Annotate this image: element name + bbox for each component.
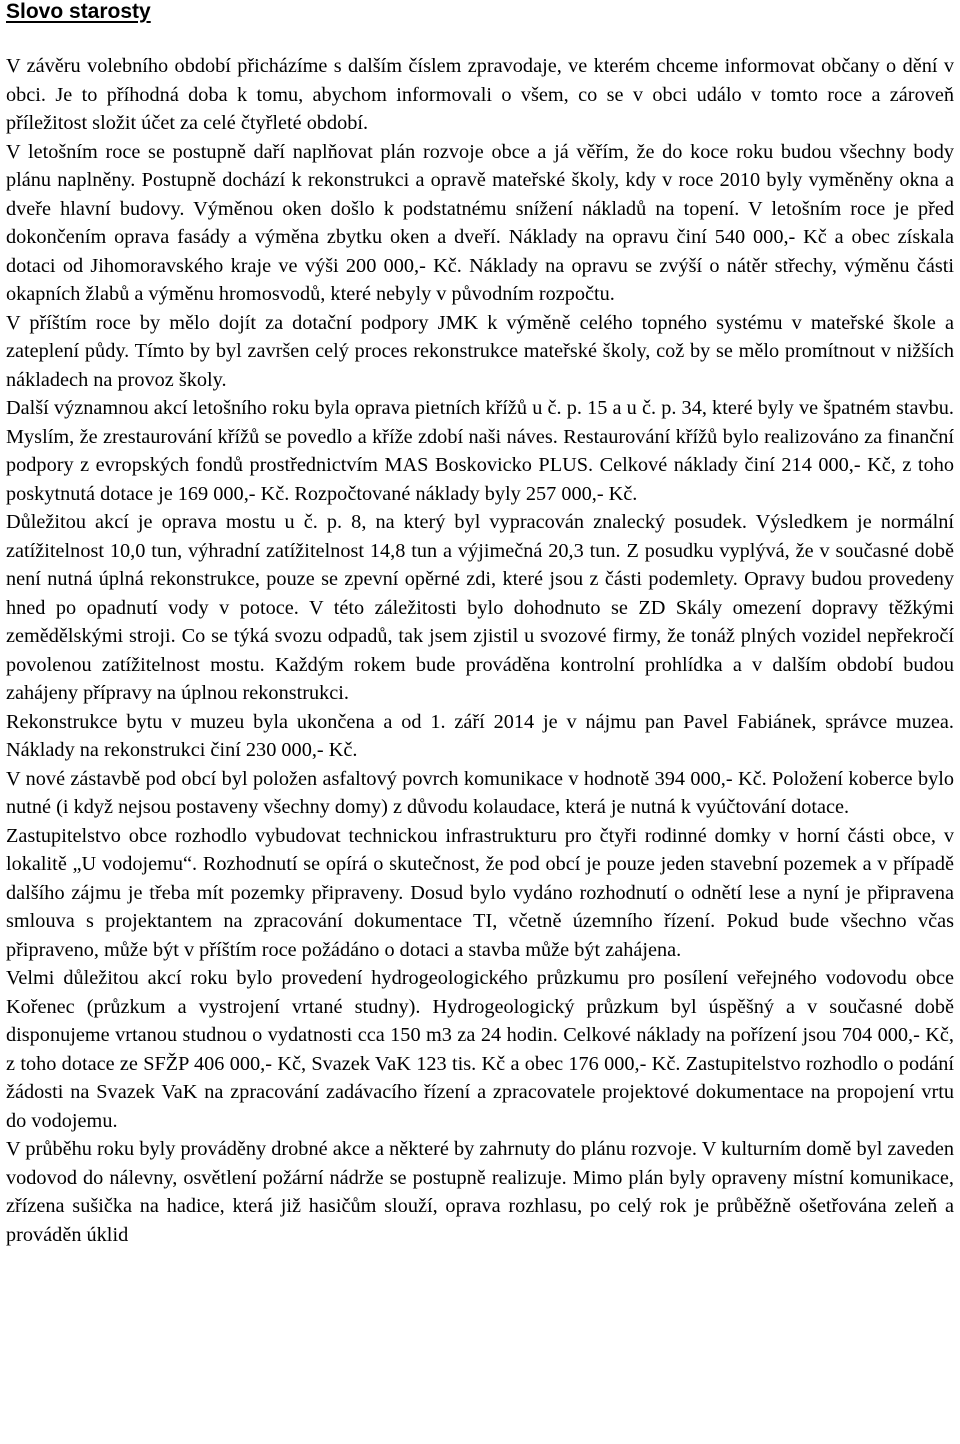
paragraph-museum-flat: Rekonstrukce bytu v muzeu byla ukončena a od 1. září 2014 je v nájmu pan Pavel Fabiánek, správce muzea. Náklady na rekonstrukci činí 230 000,- Kč. xyxy=(6,710,954,761)
paragraph-hydrogeology: Velmi důležitou akcí roku bylo provedení hydrogeologického průzkumu pro posílení veřejného vodovodu obce Kořenec (průzkum a vystrojení vrtané studny). Hydrogeologický průzkum byl úspěšný a v současné době disponujeme vrtanou studnou o vydatnosti cca 150 m3 za 24 hodin. Celkové náklady na pořízení jsou 704 000,- Kč, z toho dotace ze SFŽP 406 000,- Kč, Svazek VaK 123 tis. Kč a obec 176 000,- Kč. Zastupitelstvo rozhodlo o podání žádosti na Svazek VaK na zpracování zadávacího řízení a zpracovatele projektové dokumentace na propojení vrtu do vodojemu. xyxy=(6,967,954,1132)
paragraph-crosses-restoration: Další významnou akcí letošního roku byla oprava pietních křížů u č. p. 15 a u č. p. 34, které byly ve špatném stavbu. Myslím, že zrestaurování křížů se povedlo a kříže zdobí naši náves. Restaurování křížů bylo realizováno za finanční podpory z evropských fondů prostřednictvím MAS Boskovicko PLUS. Celkové náklady činí 214 000,- Kč, z toho poskytnutá dotace je 169 000,- Kč. Rozpočtované náklady byly 257 000,- Kč. xyxy=(6,397,954,505)
paragraph-intro: V závěru volebního období přicházíme s dalším číslem zpravodaje, ve kterém chceme informovat občany o dění v obci. Je to příhodná doba k tomu, abychom informovali o všem, co se v obci událo v tomto roce a zároveň příležitost složit účet za celé čtyřleté období. xyxy=(6,55,954,134)
paragraph-heating-system: V příštím roce by mělo dojít za dotační podpory JMK k výměně celého topného systému v mateřské škole a zateplení půdy. Tímto by byl završen celý proces rekonstrukce mateřské školy, což by se mělo promítnout v nižších nákladech na provoz školy. xyxy=(6,311,954,391)
paragraph-infrastructure: Zastupitelstvo obce rozhodlo vybudovat technickou infrastrukturu pro čtyři rodinné domky v horní části obce, v lokalitě „U vodojemu“. Rozhodnutí se opírá o skutečnost, že pod obcí je pouze jeden stavební pozemek a v případě dalšího zájmu je třeba mít pozemky připraveny. Dosud bylo vydáno rozhodnutí o odnětí lese a nyní je připravena smlouva s projektantem na zpracování dokumentace TI, včetně územního řízení. Pokud bude všechno včas připraveno, může být v příštím roce požádáno o dotaci a stavba může být zahájena. xyxy=(6,824,954,961)
paragraph-kindergarten: V letošním roce se postupně daří naplňovat plán rozvoje obce a já věřím, že do koce roku budou všechny body plánu naplněny. Postupně dochází k rekonstrukci a opravě mateřské školy, kdy v roce 2010 byly vyměněny okna a dveře hlavní budovy. Výměnou oken došlo k podstatnému snížení nákladů na topení. V letošním roce je před dokončením oprava fasády a výměna zbytku oken a dveří. Náklady na opravu činí 540 000,- Kč a obec získala dotaci od Jihomoravského kraje ve výši 200 000,- Kč. Náklady na opravu se zvýší o nátěr střechy, výměnu části okapních žlabů a výměnu hromosvodů, které nebyly v původním rozpočtu. xyxy=(6,140,954,305)
paragraph-minor-works: V průběhu roku byly prováděny drobné akce a některé by zahrnuty do plánu rozvoje. V kulturním domě byl zaveden vodovod do nálevny, osvětlení požární nádrže se postupně realizuje. Mimo plán byly opraveny místní komunikace, zřízena sušička na hadice, která již hasičům slouží, oprava rozhlasu, po celý rok je průběžně ošetřována zeleň a prováděn úklid xyxy=(6,1138,954,1246)
paragraph-bridge-repair: Důležitou akcí je oprava mostu u č. p. 8, na který byl vypracován znalecký posudek. Výsledkem je normální zatížitelnost 10,0 tun, výhradní zatížitelnost 14,8 tun a výjimečná 20,3 tun. Z posudku vyplývá, že v současné době není nutná úplná rekonstrukce, pouze se zpevní opěrné zdi, které jsou z části podemlety. Opravy budou provedeny hned po opadnutí vody v potoce. V této záležitosti bylo dohodnuto se ZD Skály omezení dopravy těžkými zemědělskými stroji. Co se týká svozu odpadů, tak jsem zjistil u svozové firmy, že tonáž plných vozidel nepřekročí povolenou zatížitelnost mostu. Každým rokem bude prováděna kontrolní prohlídka a v dalším období budou zahájeny přípravy na úplnou rekonstrukci. xyxy=(6,511,954,704)
document-page xyxy=(6,0,954,1249)
page-title: Slovo starosty xyxy=(6,0,151,23)
paragraph-road-surface: V nové zástavbě pod obcí byl položen asfaltový povrch komunikace v hodnotě 394 000,- Kč. Položení koberce bylo nutné (i když nejsou postaveny všechny domy) z důvodu kolaudace, která je nutná k vyúčtování dotace. xyxy=(6,767,954,818)
